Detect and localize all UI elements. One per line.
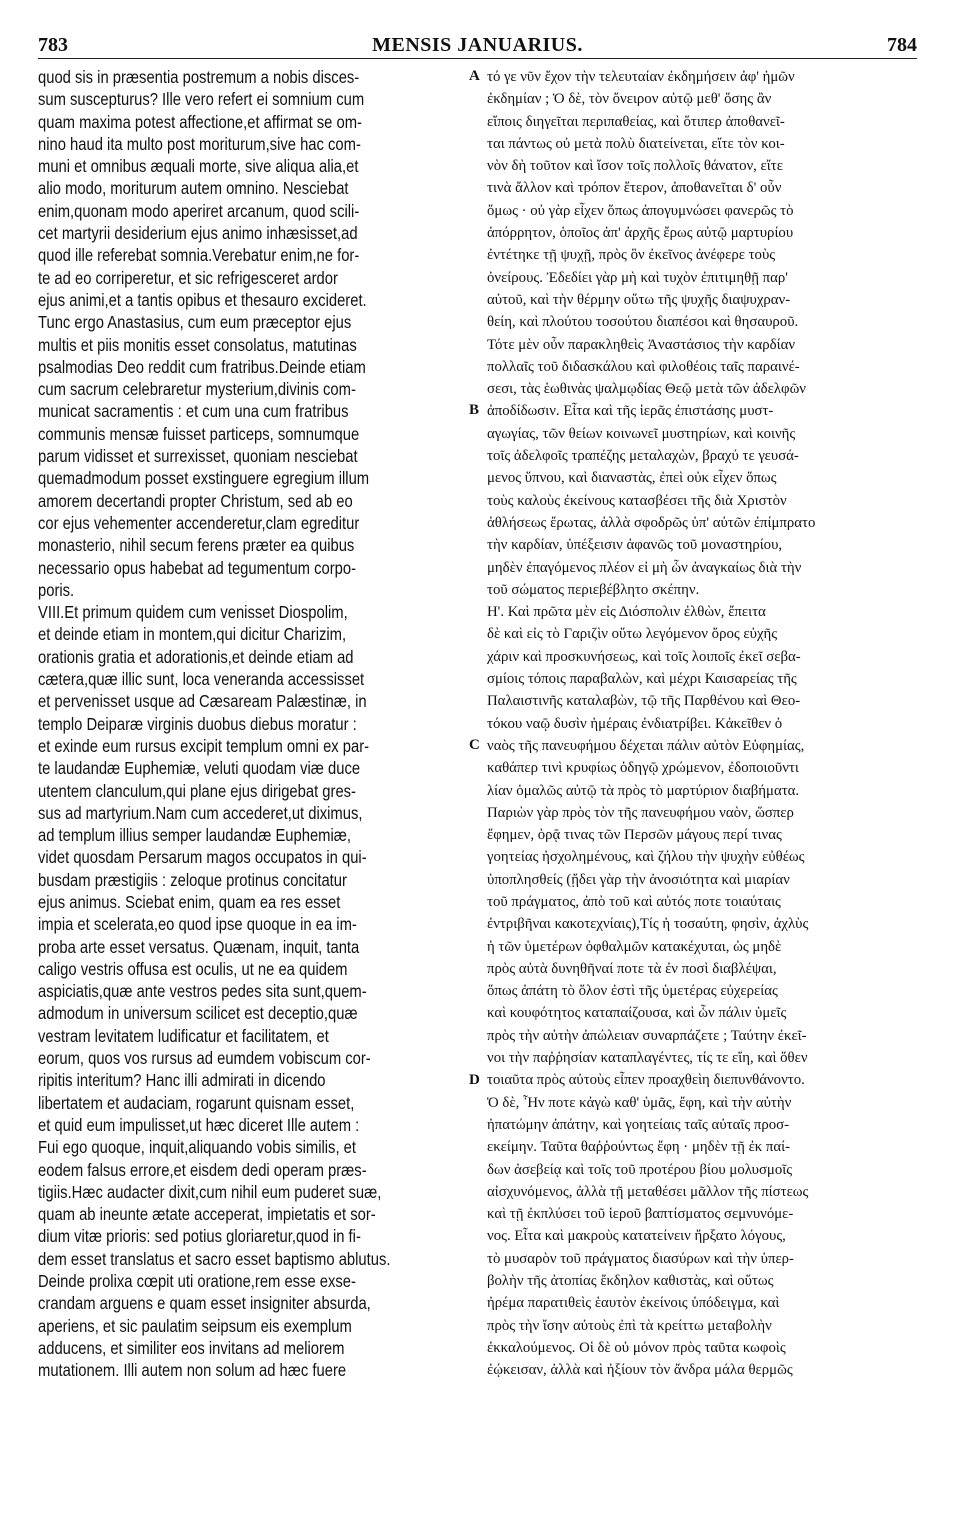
greek-text-line: τὴν καρδίαν, ὑπέξεισιν ἀφανῶς τοῦ μοναστηρίου,: [487, 537, 783, 554]
latin-text-line: admodum in universum scilicet est deceptio,quæ: [38, 1003, 358, 1024]
latin-text-line: municat sacramentis : et cum una cum fratribus: [38, 401, 349, 422]
latin-text-line: quod sis in præsentia postremum a nobis disces-: [38, 67, 360, 87]
latin-text-line: te laudandæ Euphemiæ, veluti quodam viæ duce: [38, 758, 361, 779]
latin-text-line: monasterio, nihil secum ferens præter ea quibus: [38, 535, 355, 556]
greek-text-line: πρὸς τὴν αὐτὴν ἀπώλειαν συναρπάζετε ; Ταύτην ἐκεῖ-: [487, 1027, 807, 1044]
section-marker-d: D: [469, 1072, 480, 1088]
latin-text-line: alio modo, moriturum autem omnino. Nesciebat: [38, 178, 349, 199]
greek-text-line: Τότε μὲν οὖν παρακληθεὶς Ἀναστάσιος τὴν καρδίαν: [487, 336, 796, 353]
latin-text-line: quod ille referebat somnia.Verebatur enim,ne for-: [38, 245, 360, 266]
latin-text-line: aperiens, et sic paulatim seipsum eis exemplum: [38, 1315, 352, 1336]
greek-text-line: ἀπόρρητον, ὁποῖος ἀπ' ἀρχῆς ἔρως αὐτῷ μαρτυρίου: [487, 225, 794, 242]
section-marker-a: A: [469, 68, 480, 84]
greek-text-line: Η'. Καὶ πρῶτα μὲν εἰς Διόσπολιν ἐλθὼν, ἔπειτα: [487, 604, 766, 621]
greek-text-line: νος. Εἶτα καὶ μακροὺς κατατείνειν ἤρξατο λόγους,: [487, 1228, 786, 1245]
greek-text-line: τοὺς καλοὺς ἐκείνους κατασβέσει τῆς διὰ Χριστὸν: [487, 492, 787, 509]
latin-text-line: et exinde eum rursus excipit templum omni ex par-: [38, 735, 370, 756]
latin-text-line: libertatem et audaciam, rogarunt quisnam esset,: [38, 1092, 355, 1113]
latin-text-line: eorum, quos vos rursus ad eumdem vobiscum cor-: [38, 1048, 371, 1069]
latin-text-line: dium vitæ prioris: sed potius gloriaretur,quod in fi-: [38, 1226, 361, 1247]
greek-text-line: ὅμως · οὐ γὰρ εἶχεν ὅπως ἀπογυμνώσει φανερῶς τὸ: [487, 202, 794, 219]
page-number-left: 783: [38, 34, 68, 56]
latin-text-line: cætera,quæ illic sunt, loca veneranda accessisset: [38, 669, 365, 690]
greek-text-line: λίαν ὁμαλῶς αὐτῷ τὰ πρὸς τὸ μαρτύριον διαβήματα.: [487, 782, 800, 799]
latin-text-line: multis et piis monitis esset consolatus, matutinas: [38, 334, 357, 355]
header-rule: [38, 58, 917, 59]
latin-column-wrap: [38, 66, 466, 1382]
latin-text-line: psalmodias Deo reddit cum fratribus.Deinde etiam: [38, 356, 366, 377]
greek-text-line: τό γε νῦν ἔχον τὴν τελευταίαν ἐκδημήσειν ἀφ' ἡμῶν: [487, 69, 795, 85]
latin-text-line: tigiis.Hæc audacter dixit,cum nihil eum puderet suæ,: [38, 1181, 382, 1202]
latin-text-line: necessario opus habebat ad tegumentum corpo-: [38, 557, 357, 578]
latin-text-line: et quid eum impulisset,ut hæc diceret Ille autem :: [38, 1114, 360, 1135]
latin-text-line: communis mensæ fuisset particeps, somnumque: [38, 423, 360, 444]
greek-text-line: πρὸς αὐτὰ δυνηθῆναί ποτε τὰ ἐν ποσὶ διαβλέψαι,: [487, 960, 777, 977]
latin-text-line: templo Deiparæ virginis duobus diebus moratur :: [38, 713, 357, 734]
latin-text-line: aspiciatis,quæ ante vestros pedes sita sunt,quem-: [38, 981, 367, 1002]
greek-text-line: καὶ κουφότητος καταπαίζουσα, καὶ ὧν πάλιν ὑμεῖς: [487, 1005, 787, 1022]
latin-text-line: ejus animus. Sciebat enim, quam ea res esset: [38, 891, 341, 912]
latin-text-line: busdam præstigiis : zeloque protinus concitatur: [38, 869, 347, 890]
greek-text-line: ἐῴκεισαν, ἀλλὰ καὶ ἠξίουν τὸν ἄνδρα μάλα θερμῶς: [487, 1362, 793, 1379]
latin-text-line: et deinde etiam in montem,qui dicitur Charizim,: [38, 624, 347, 645]
latin-text-line: amorem decertandi propter Christum, sed ab eo: [38, 490, 353, 511]
greek-text-line: τοῦ πράγματος, ἀπὸ τοῦ καὶ αὐτός ποτε τοιαύταις: [487, 893, 781, 910]
greek-text-line: Παριὼν γὰρ πρὸς τὸν τῆς πανευφήμου ναὸν, ὥσπερ: [487, 804, 794, 821]
latin-text-line: sus ad martyrium.Nam cum accederet,ut diximus,: [38, 802, 363, 823]
greek-text-line: ἀθλήσεως ἔρωτας, ἀλλὰ σφοδρῶς ὑπ' αὐτῶν ἐπίμπρατο: [487, 514, 816, 531]
greek-text-line: ἐντέτηκε τῇ ψυχῇ, πρὸς ὃν ἐκεῖνος ἀνέφερε τοὺς: [487, 247, 776, 264]
greek-text-line: εἴποις διηγεῖται περιπαθείας, καὶ ὅτιπερ ἀποθανεῖ-: [487, 113, 785, 130]
latin-text-line: cet martyrii desiderium ejus animo inhæsisset,ad: [38, 223, 358, 244]
greek-text-line: Ὁ δὲ, Ἦν ποτε κἀγὼ καθ' ὑμᾶς, ἔφη, καὶ τὴν αὐτὴν: [487, 1094, 792, 1111]
greek-text-line: Παλαιστινῆς καταλαβὼν, τῷ τῆς Παρθένου καὶ Θεο-: [487, 693, 801, 710]
running-head: [38, 34, 917, 56]
latin-text-line: sum suscepturus? Ille vero refert ei somnium cum: [38, 89, 365, 110]
latin-text-line: adducens, et similiter eos invitans ad meliorem: [38, 1337, 345, 1358]
latin-text-line: Tunc ergo Anastasius, cum eum præceptor ejus: [38, 312, 352, 333]
greek-text-line: ἐκδημίαν ; Ὁ δὲ, τὸν ὄνειρον αὐτῷ μεθ' ὅσης ἂν: [487, 91, 772, 108]
section-marker-b: B: [469, 402, 480, 418]
greek-text-line: δὲ καὶ εἰς τὸ Γαριζὶν οὕτω λεγόμενον ὄρος εὐχῆς: [487, 626, 778, 643]
running-title: MENSIS JANUARIUS.: [372, 34, 583, 56]
latin-text-line: et pervenisset usque ad Cæsaream Palæstinæ, in: [38, 691, 367, 712]
greek-text-line: νοι τὴν παῤῥησίαν καταπλαγέντες, τίς τε εἴη, καὶ ὅθεν: [487, 1050, 808, 1067]
latin-text-line: ejus animi,et a tantis opibus et thesauro excideret.: [38, 289, 367, 310]
greek-text-line: ἔφημεν, ὁρᾷ τινας τῶν Περσῶν μάγους περί τινας: [487, 827, 782, 844]
latin-text-line: nino haud ita multo post moriturum,sive hac com-: [38, 133, 361, 154]
greek-column: [487, 66, 919, 1382]
latin-text-line: enim,quonam modo aperiret arcanum, quod scili-: [38, 200, 360, 221]
greek-text-line: ται πάντως οὐ μετὰ πολὺ διατείνεται, εἴτε τὸν κοι-: [487, 135, 785, 152]
section-marker-c: C: [469, 737, 480, 753]
greek-text-line: βολὴν τῆς ἀτοπίας ἔκδηλον καθιστὰς, καὶ οὕτως: [487, 1273, 774, 1290]
greek-text-line: ὀνείρους. Ἐδεδίει γὰρ μὴ καὶ τυχὸν ἐπιτιμηθῇ παρ': [487, 269, 788, 286]
greek-text-line: σεσι, τὰς ἑωθινὰς ψαλμῳδίας Θεῷ μετὰ τῶν ἀδελφῶν: [487, 381, 806, 398]
latin-text-line: ad templum illius semper laudandæ Euphemiæ,: [38, 825, 352, 846]
greek-text-line: αγωγίας, τῶν θείων κοινωνεῖ μυστηρίων, καὶ κοινῆς: [487, 425, 796, 442]
greek-text-line: δων ἀσεβείᾳ καὶ τοῖς τοῦ προτέρου βίου μολυσμοῖς: [487, 1161, 793, 1178]
greek-text-line: τοῖς ἀδελφοῖς τραπέζης μεταλαχὼν, βραχύ τε γευσά-: [487, 448, 799, 465]
latin-text-line: muni et omnibus æquali morte, sive aliqua alia,et: [38, 156, 359, 177]
greek-text-line: μενος ὕπνου, καὶ διαναστὰς, ἐπεὶ οὐκ εἶχεν ὅπως: [487, 470, 777, 487]
latin-text-line: impia et scelerata,eo quod ipse quoque in ea im-: [38, 914, 357, 935]
greek-text-line: ἠρέμα παρατιθεὶς ἑαυτὸν ἐκείνοις ὑπόδειγμα, καὶ: [487, 1295, 780, 1312]
greek-text-line: τὸ μυσαρὸν τοῦ πράγματος διασύρων καὶ τὴν ὑπερ-: [487, 1250, 794, 1267]
greek-text-line: τινὰ ἄλλον καὶ τρόπον ἕτερον, ἀποθανεῖται δ' οὖν: [487, 180, 782, 197]
greek-text-line: ναὸς τῆς πανευφήμου δέχεται πάλιν αὐτὸν Εὐφημίας,: [487, 737, 805, 754]
greek-text-line: αὐτοῦ, καὶ τὴν θέρμην οὕτω τῆς ψυχῆς διαψυχραν-: [487, 291, 791, 308]
latin-text-line: mutationem. Illi autem non solum ad hæc fuere: [38, 1360, 347, 1381]
greek-text-line: μηδὲν ἐπαγόμενος πλέον εἰ μὴ ὧν ἀναγκαίως διὰ τὴν: [487, 559, 802, 576]
greek-text-line: καθάπερ τινὶ κρυφίως ὁδηγῷ χρώμενον, ἐδοποιοῦντι: [487, 760, 799, 777]
latin-text-line: ripitis interitum? Hanc illi admirati in dicendo: [38, 1070, 326, 1091]
greek-text-line: εκείμην. Ταῦτα θαῤῥούντως ἔφη · μηδὲν τῇ ἐκ παί-: [487, 1139, 791, 1156]
latin-text-line: dem esset translatus et sacro esset baptismo ablutus.: [38, 1248, 391, 1269]
latin-text-line: parum vidisset et surrexisset, quoniam nesciebat: [38, 446, 358, 467]
latin-text-line: quam maxima potest affectione,et affirmat se om-: [38, 111, 362, 132]
latin-text-line: proba arte esset versatus. Quænam, inquit, tanta: [38, 936, 360, 957]
greek-text-line: νὸν δὴ τοῦτον καὶ ἴσον τοῖς πολλοῖς θάνατον, εἴτε: [487, 158, 783, 175]
latin-text-line: vestram levitatem ludificatur et facilitatem, et: [38, 1025, 329, 1046]
latin-text-line: Deinde prolixa cœpit uti oratione,rem esse exse-: [38, 1271, 356, 1292]
greek-text-line: αἰσχυνόμενος, ἀλλὰ τῇ μεταθέσει μᾶλλον τῆς πίστεως: [487, 1183, 809, 1200]
latin-text-line: quam ab ineunte ætate acceperat, impietatis et sor-: [38, 1204, 376, 1225]
greek-text-line: σμίοις τόποις παραβαλὼν, καὶ μέχρι Καισαρείας τῆς: [487, 671, 797, 688]
latin-column: [38, 66, 466, 1382]
latin-text-line: VIII.Et primum quidem cum venisset Diospolim,: [38, 602, 348, 623]
latin-text-line: quemadmodum posset exstinguere egregium illum: [38, 468, 370, 489]
greek-text-line: γοητείας ἠσχολημένους, καὶ ζήλου τὴν ψυχὴν εὐθέως: [487, 849, 805, 866]
greek-text-line: ὑποπλησθείς (ᾔδει γὰρ τὴν ἀνοσιότητα καὶ μιαρίαν: [487, 871, 790, 888]
latin-text-line: poris.: [38, 579, 75, 600]
greek-text-line: τοῦ σώματος περιεβέβλητο σκέπην.: [487, 581, 700, 598]
greek-text-line: ἐκκαλούμενος. Οἱ δὲ οὐ μόνον πρὸς ταῦτα κωφοὶς: [487, 1339, 786, 1356]
greek-text-line: ἐντριβῆναι κακοτεχνίαις),Τίς ἡ τοσαύτη, φησὶν, ἀχλὺς: [487, 916, 809, 933]
latin-text-line: cor ejus vehementer accenderetur,clam egreditur: [38, 512, 360, 533]
greek-text-line: ἀποδίδωσιν. Εἶτα καὶ τῆς ἱερᾶς ἐπιστάσης μυστ-: [487, 403, 774, 420]
latin-text-line: caligo vestris offusa est oculis, ut ne ea quidem: [38, 958, 348, 979]
greek-text-line: πρὸς τὴν ἴσην αὐτοὺς ἐπὶ τὰ κρείττω μεταβολὴν: [487, 1317, 772, 1334]
page-number-right: 784: [886, 34, 917, 56]
greek-text-line: καὶ τῇ ἐκπλύσει τοῦ ἱεροῦ βαπτίσματος σεμνυνόμε-: [487, 1206, 794, 1223]
latin-text-line: cum sacrum celebraretur mysterium,divinis com-: [38, 379, 356, 400]
latin-text-line: videt quosdam Persarum magos occupatos in qui-: [38, 847, 367, 868]
greek-text-line: τοιαῦτα πρὸς αὐτοὺς εἶπεν προαχθεὶη διεπυνθάνοντο.: [487, 1072, 805, 1089]
latin-text-line: crandam arguens e quam esset insigniter absurda,: [38, 1293, 371, 1314]
latin-text-line: utentem clanculum,qui plane ejus dirigebat gres-: [38, 780, 356, 801]
greek-text-line: θείη, καὶ πλούτου τοσούτου διαπέσοι καὶ θησαυροῦ.: [487, 314, 799, 331]
latin-text-line: Fui ego quoque, inquit,aliquando vobis similis, et: [38, 1137, 356, 1158]
latin-text-line: orationis gratia et adorationis,et deinde etiam ad: [38, 646, 354, 667]
latin-text-line: eodem falsus errore,et eisdem dedi operam præs-: [38, 1159, 367, 1180]
greek-text-line: τόκου ναῷ δυσὶν ἡμέραις ἐνδιατρίβει. Κἀκεῖθεν ὁ: [487, 715, 783, 732]
greek-text-line: ὅπως ἀπάτη τὸ ὅλον ἐστὶ τῆς ὑμετέρας εὐχερείας: [487, 983, 778, 1000]
greek-text-line: πολλαῖς τοῦ διδασκάλου καὶ φιλοθέοις ταῖς παραινέ-: [487, 358, 800, 375]
greek-text-line: χάριν καὶ προσκυνήσεως, καὶ τοῖς λοιποῖς ἐκεῖ σεβα-: [487, 648, 801, 665]
greek-text-line: ἡ τῶν ὑμετέρων ὀφθαλμῶν κατακέχυται, ὡς μηδὲ: [487, 938, 782, 955]
greek-text-line: ἠπατώμην ἀπάτην, καὶ γοητείαις ταῖς αὐταῖς προσ-: [487, 1116, 790, 1133]
latin-text-line: te ad eo corriperetur, et sic refrigesceret ardor: [38, 267, 338, 288]
